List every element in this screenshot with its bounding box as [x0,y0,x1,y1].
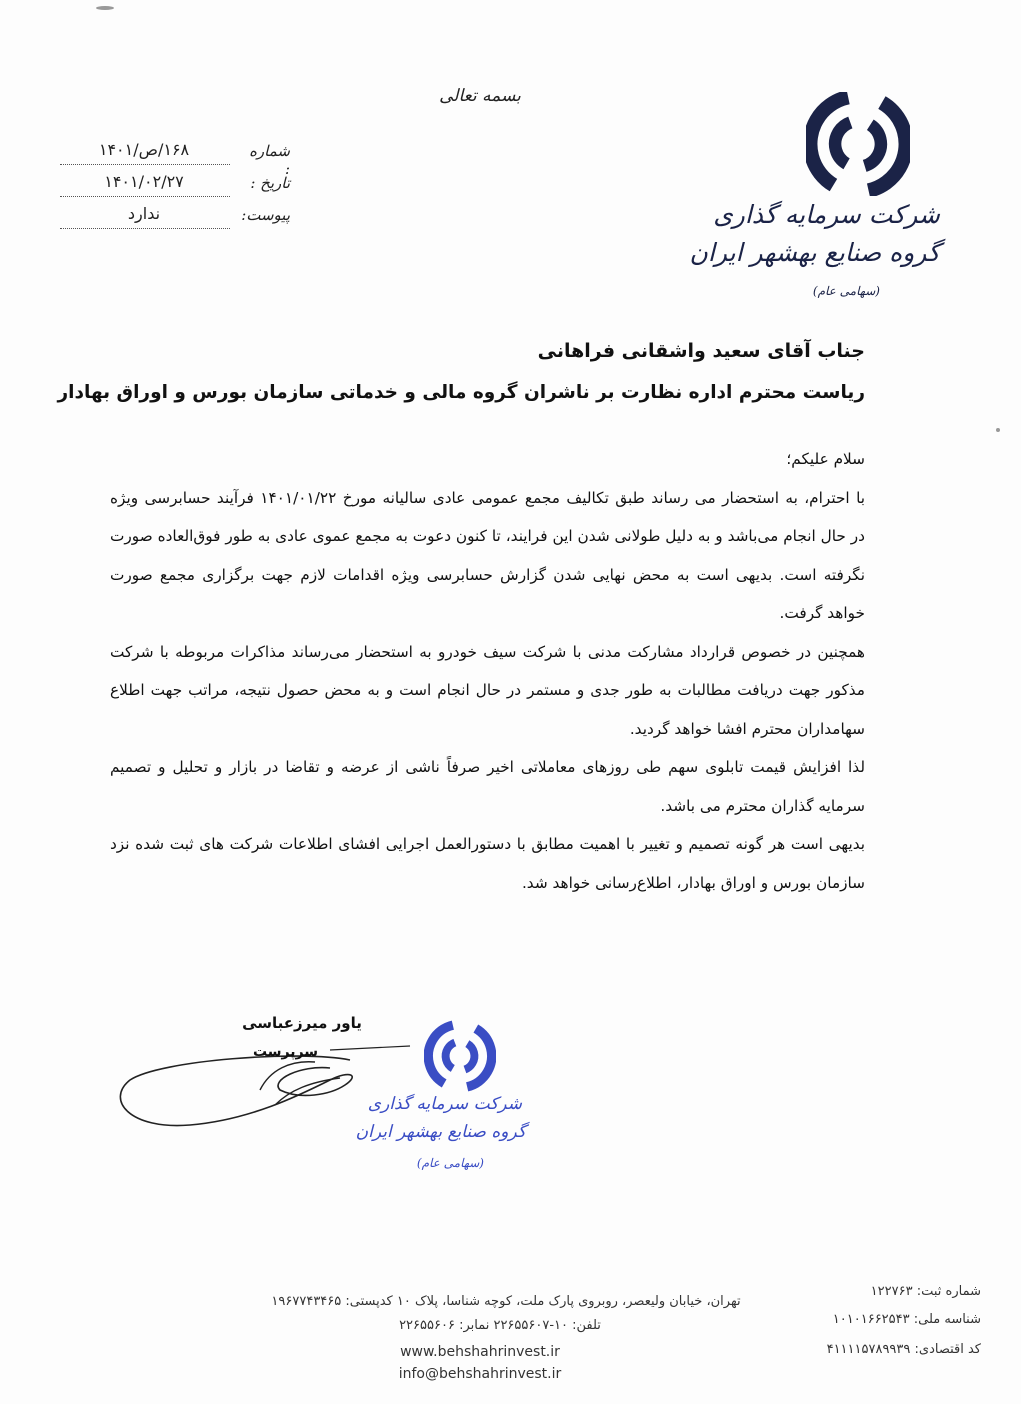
reference-date-row [60,172,290,198]
reference-block [60,140,290,250]
body-line: خواهد گرفت. [779,604,865,622]
reference-number-label: شماره : [249,142,290,178]
body-line: سهامداران محترم افشا خواهد گردید. [629,719,865,738]
dotted-line [60,228,230,229]
scan-speck [96,6,114,10]
body-line: بدیهی است هر گونه تصمیم و تغییر با اهمیت مطابق با دستورالعمل اجرایی افشای اطلاعات شرکت های ثبت شده نزد [110,835,865,853]
body-line: مذکور جهت دریافت مطالبات به طور جدی و مستمر در حال انجام است و به محض حصول نتیجه، مراتب جهت اطلاع [110,681,865,699]
footer-registration-number: شماره ثبت: ۱۲۲۷۶۳ [870,1284,981,1299]
scan-speck [996,428,1000,432]
company-name-line-1: شرکت سرمایه گذاری [713,200,940,229]
reference-number-value: ۱۶۸/ص/۱۴۰۱ [98,140,190,159]
stamp-line-2: گروه صنایع بهشهر ایران [355,1122,526,1142]
dotted-line [60,164,230,165]
body-line: در حال انجام می‌باشد و به دلیل طولانی شدن این فرایند، تا کنون دعوت به مجمع عموی عادی به طور فوق‌العاده صورت [110,527,865,545]
body-line: سازمان بورس و اوراق بهادار، اطلاع‌رسانی خواهد شد. [521,873,865,892]
reference-attachment-value: ندارد [127,204,161,223]
body-line: همچنین در خصوص قرارداد مشارکت مدنی با شرکت سیف خودرو به استحضار می‌رساند مذاکرات مربوطه با شرکت [110,642,865,661]
footer-email-link[interactable]: info@behshahrinvest.ir [398,1366,562,1382]
footer-national-id: شناسه ملی: ۱۰۱۰۱۶۶۲۵۴۳ [832,1312,981,1327]
behshahr-logo-icon [806,92,910,196]
footer-address: تهران، خیابان ولیعصر، روبروی پارک ملت، کوچه شناسا، پلاک ۱۰ کدپستی: ۱۹۶۷۷۴۳۴۶۵ [271,1294,741,1309]
invocation-heading: بسمه تعالی [439,86,521,106]
reference-number-row [60,140,290,178]
dotted-line [60,196,230,197]
footer-website-link[interactable]: www.behshahrinvest.ir [400,1344,560,1360]
addressee-title: ریاست محترم اداره نظارت بر ناشران گروه مالی و خدماتی سازمان بورس و اوراق بهادار [57,382,865,403]
company-name-line-2: گروه صنایع بهشهر ایران [689,238,940,267]
body-line: سرمایه گذاران محترم می باشد. [660,796,865,815]
stamp-line-1: شرکت سرمایه گذاری [367,1094,522,1114]
reference-date-label: تاریخ : [250,174,290,192]
signatory-name: یاور میرزعباسی [242,1014,362,1032]
reference-attachment-label: پیوست: [241,206,290,224]
company-type: (سهامی عام) [812,284,880,298]
signatory-title: سرپرست [252,1044,318,1060]
reference-attachment-row [60,204,290,230]
body-line: نگرفته است. بدیهی است به محض نهایی شدن گزارش حسابرسی ویژه اقدامات لازم جهت برگزاری مجمع صورت [110,565,865,584]
footer-phone: تلفن: ۱۰-۲۲۶۵۵۶۰۷ نمابر: ۲۲۶۵۵۶۰۶ [399,1318,601,1333]
greeting: سلام علیکم؛ [786,450,865,468]
body-line: با احترام، به استحضار می رساند طبق تکالیف مجمع عمومی عادی سالیانه مورخ ۱۴۰۱/۰۱/۲۲ فرآیند حسابرسی ویژه [110,488,865,507]
letter-body [110,440,865,902]
addressee-name: جناب آقای سعید واشقانی فراهانی [537,340,865,362]
footer-economic-code: کد اقتصادی: ۴۱۱۱۱۵۷۸۹۹۳۹ [826,1342,981,1357]
company-stamp-logo-icon [424,1020,496,1092]
reference-date-value: ۱۴۰۱/۰۲/۲۷ [104,172,184,191]
stamp-line-3: (سهامی عام) [416,1156,484,1170]
body-line: لذا افزایش قیمت تابلوی سهم طی روزهای معاملاتی اخیر صرفاً ناشی از عرضه و تقاضا در بازار و تحلیل و تصمیم [110,758,865,776]
